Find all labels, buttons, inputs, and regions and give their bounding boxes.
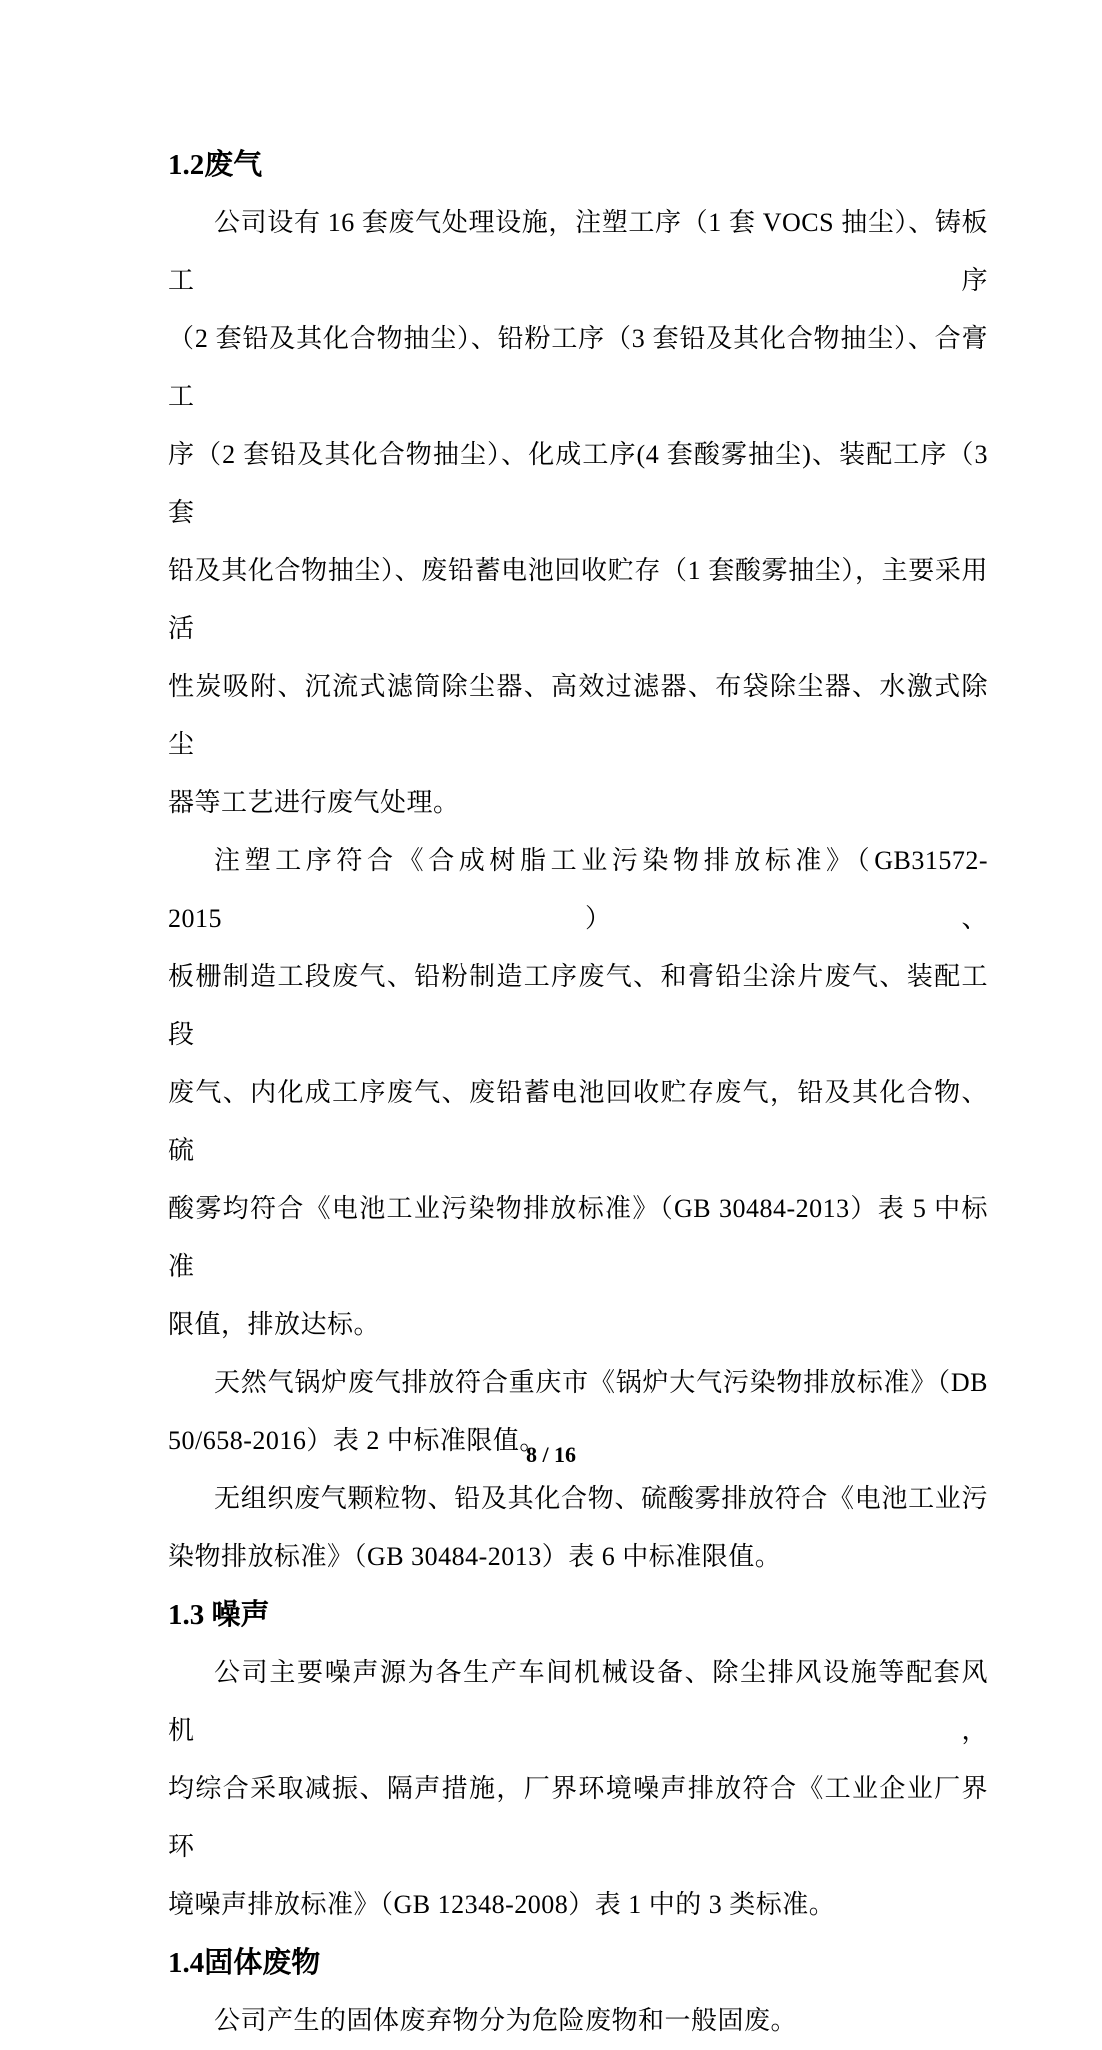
heading-1-3-noise: 1.3 噪声 xyxy=(168,1599,270,1631)
page-content xyxy=(168,136,988,2050)
body-line: 性炭吸附、沉流式滤筒除尘器、高效过滤器、布袋除尘器、水激式除尘 xyxy=(168,672,988,759)
body-line: 染物排放标准》（GB 30484-2013）表 6 中标准限值。 xyxy=(168,1542,782,1571)
body-line: 无组织废气颗粒物、铅及其化合物、硫酸雾排放符合《电池工业污 xyxy=(214,1484,988,1513)
body-line: 公司产生的固体废弃物分为危险废物和一般固废。 xyxy=(214,2006,798,2035)
body-line: 铅及其化合物抽尘）、废铅蓄电池回收贮存（1 套酸雾抽尘），主要采用活 xyxy=(168,556,988,643)
body-line: 公司主要噪声源为各生产车间机械设备、除尘排风设施等配套风机， xyxy=(168,1658,988,1745)
body-line: 废气、内化成工序废气、废铅蓄电池回收贮存废气，铅及其化合物、硫 xyxy=(168,1078,988,1165)
body-line: 50/658-2016）表 2 中标准限值。 xyxy=(168,1426,546,1455)
heading-1-4-solid-waste: 1.4固体废物 xyxy=(168,1947,321,1979)
body-line: 境噪声排放标准》（GB 12348-2008）表 1 中的 3 类标准。 xyxy=(168,1890,836,1919)
body-line: 公司设有 16 套废气处理设施，注塑工序（1 套 VOCS 抽尘）、铸板工序 xyxy=(168,208,988,295)
body-line: 序（2 套铅及其化合物抽尘）、化成工序(4 套酸雾抽尘)、装配工序（3 套 xyxy=(168,440,988,527)
body-line: 限值，排放达标。 xyxy=(168,1310,381,1339)
body-line: 酸雾均符合《电池工业污染物排放标准》（GB 30484-2013）表 5 中标准 xyxy=(168,1194,988,1281)
body-line: 器等工艺进行废气处理。 xyxy=(168,788,460,817)
body-line: （2 套铅及其化合物抽尘）、铅粉工序（3 套铅及其化合物抽尘）、合膏工 xyxy=(168,324,988,411)
body-line: 板栅制造工段废气、铅粉制造工序废气、和膏铅尘涂片废气、装配工段 xyxy=(168,962,988,1049)
body-line: 注塑工序符合《合成树脂工业污染物排放标准》（GB31572-2015）、 xyxy=(168,846,988,933)
body-line: 天然气锅炉废气排放符合重庆市《锅炉大气污染物排放标准》（DB xyxy=(214,1368,988,1397)
page-number: 8 / 16 xyxy=(525,1442,577,1467)
heading-1-2-waste-gas: 1.2废气 xyxy=(168,149,263,181)
body-line: 均综合采取减振、隔声措施，厂界环境噪声排放符合《工业企业厂界环 xyxy=(168,1774,988,1861)
